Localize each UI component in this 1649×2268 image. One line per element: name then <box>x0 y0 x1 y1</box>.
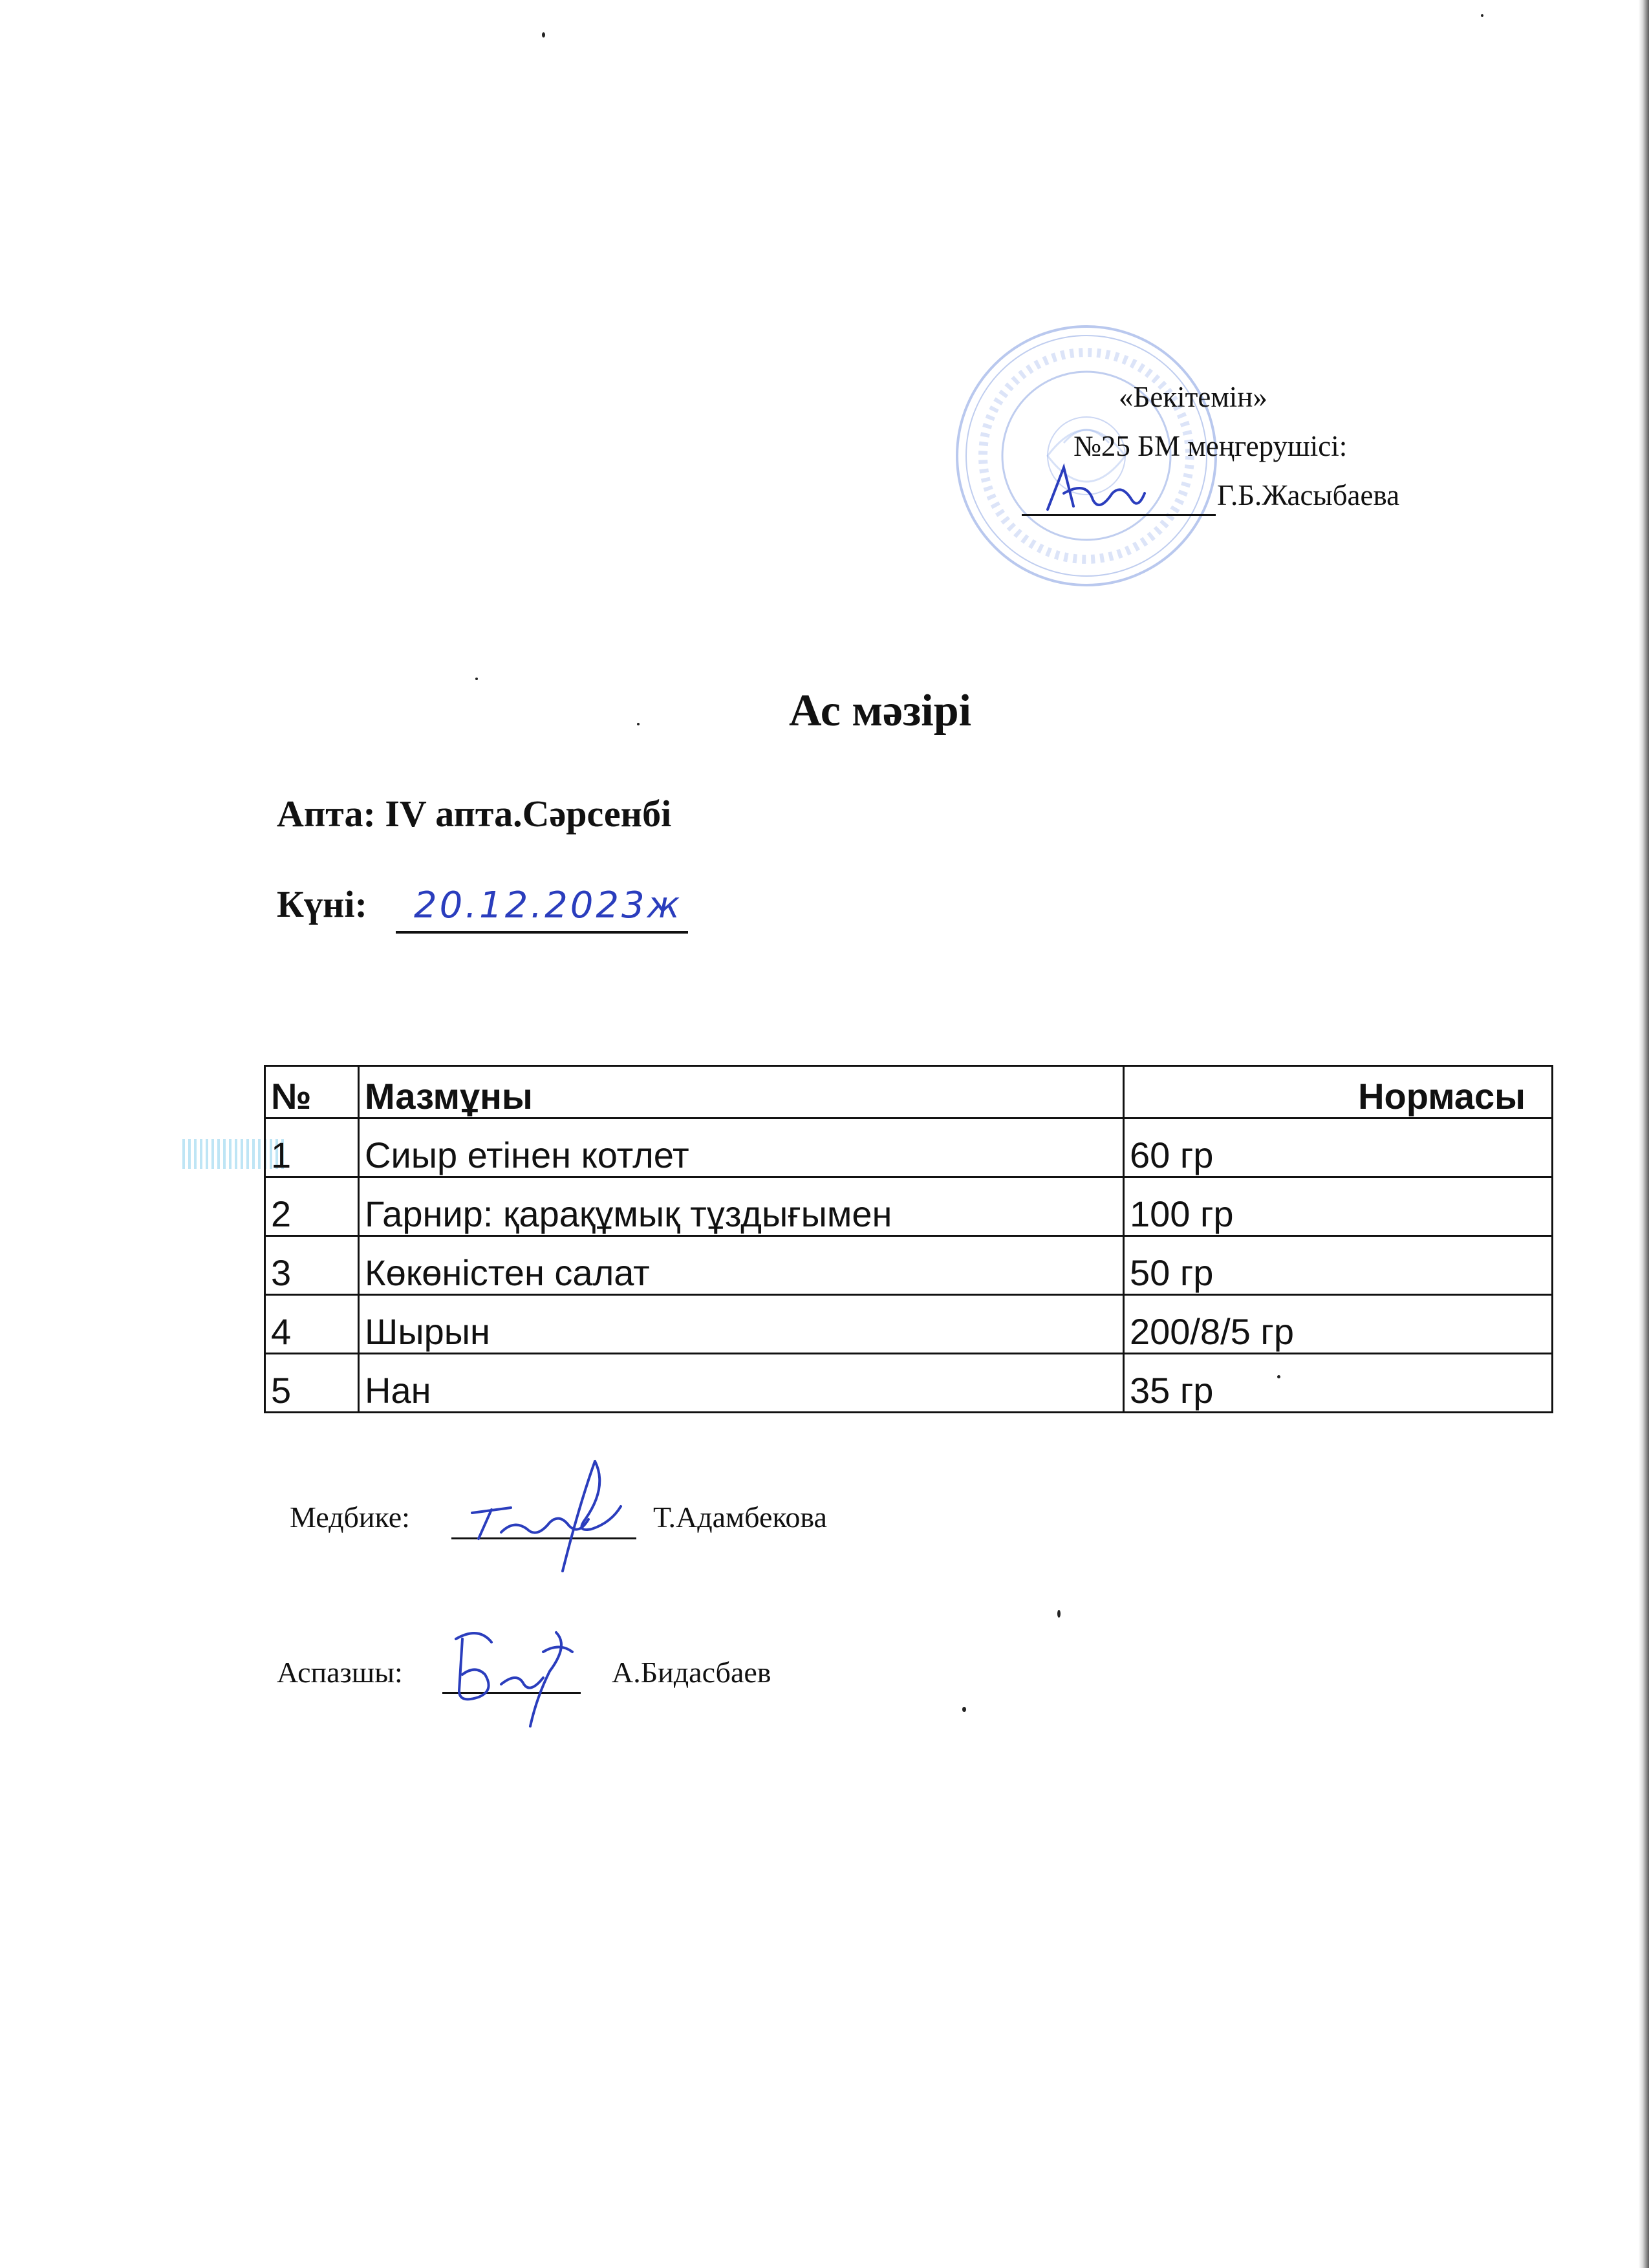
row-content: Көкөністен салат <box>359 1236 1124 1295</box>
row-number: 1 <box>265 1118 359 1177</box>
scan-speck <box>542 32 545 37</box>
cook-label: Аспазшы: <box>277 1656 403 1689</box>
date-label: Күні: <box>277 883 367 925</box>
row-number: 2 <box>265 1177 359 1236</box>
table-row <box>265 1177 1553 1236</box>
row-content: Сиыр етінен котлет <box>359 1118 1124 1177</box>
row-number: 5 <box>265 1354 359 1413</box>
table-row <box>265 1354 1553 1413</box>
scan-edge <box>1639 0 1649 2268</box>
row-norm: 35 гр <box>1124 1354 1553 1413</box>
scan-speck <box>637 723 640 725</box>
header-number: № <box>265 1066 359 1118</box>
scan-speck <box>962 1707 966 1712</box>
date-underline <box>396 931 688 934</box>
table-row <box>265 1118 1553 1177</box>
row-norm: 60 гр <box>1124 1118 1553 1177</box>
row-norm: 200/8/5 гр <box>1124 1295 1553 1354</box>
row-number: 3 <box>265 1236 359 1295</box>
director-signature <box>1035 455 1151 519</box>
cook-signature <box>440 1613 582 1729</box>
nurse-signature <box>466 1448 634 1578</box>
row-norm: 100 гр <box>1124 1177 1553 1236</box>
row-number: 4 <box>265 1295 359 1354</box>
approval-role: №25 БМ меңгерушісі: <box>1073 430 1348 462</box>
nurse-label: Медбике: <box>290 1501 410 1534</box>
scan-speck <box>1481 14 1483 17</box>
row-content: Гарнир: қарақұмық тұздығымен <box>359 1177 1124 1236</box>
row-content: Шырын <box>359 1295 1124 1354</box>
date-value: 20.12.2023ж <box>414 884 683 926</box>
row-content: Нан <box>359 1354 1124 1413</box>
menu-table <box>264 1065 1553 1413</box>
table-row <box>265 1295 1553 1354</box>
cook-name: А.Бидасбаев <box>612 1656 771 1689</box>
approval-name: Г.Б.Жасыбаева <box>1217 479 1400 511</box>
row-norm: 50 гр <box>1124 1236 1553 1295</box>
week-label: Апта: IV апта.Сәрсенбі <box>277 793 672 835</box>
page-title: Ас мәзірі <box>789 686 972 736</box>
nurse-name: Т.Адамбекова <box>653 1501 827 1534</box>
header-content: Мазмұны <box>359 1066 1124 1118</box>
header-norm: Нормасы <box>1124 1066 1553 1118</box>
scan-speck <box>1057 1610 1061 1618</box>
approval-title: «Бекітемін» <box>1119 381 1267 413</box>
table-header-row <box>265 1066 1553 1118</box>
table-row <box>265 1236 1553 1295</box>
scan-speck <box>475 678 478 680</box>
